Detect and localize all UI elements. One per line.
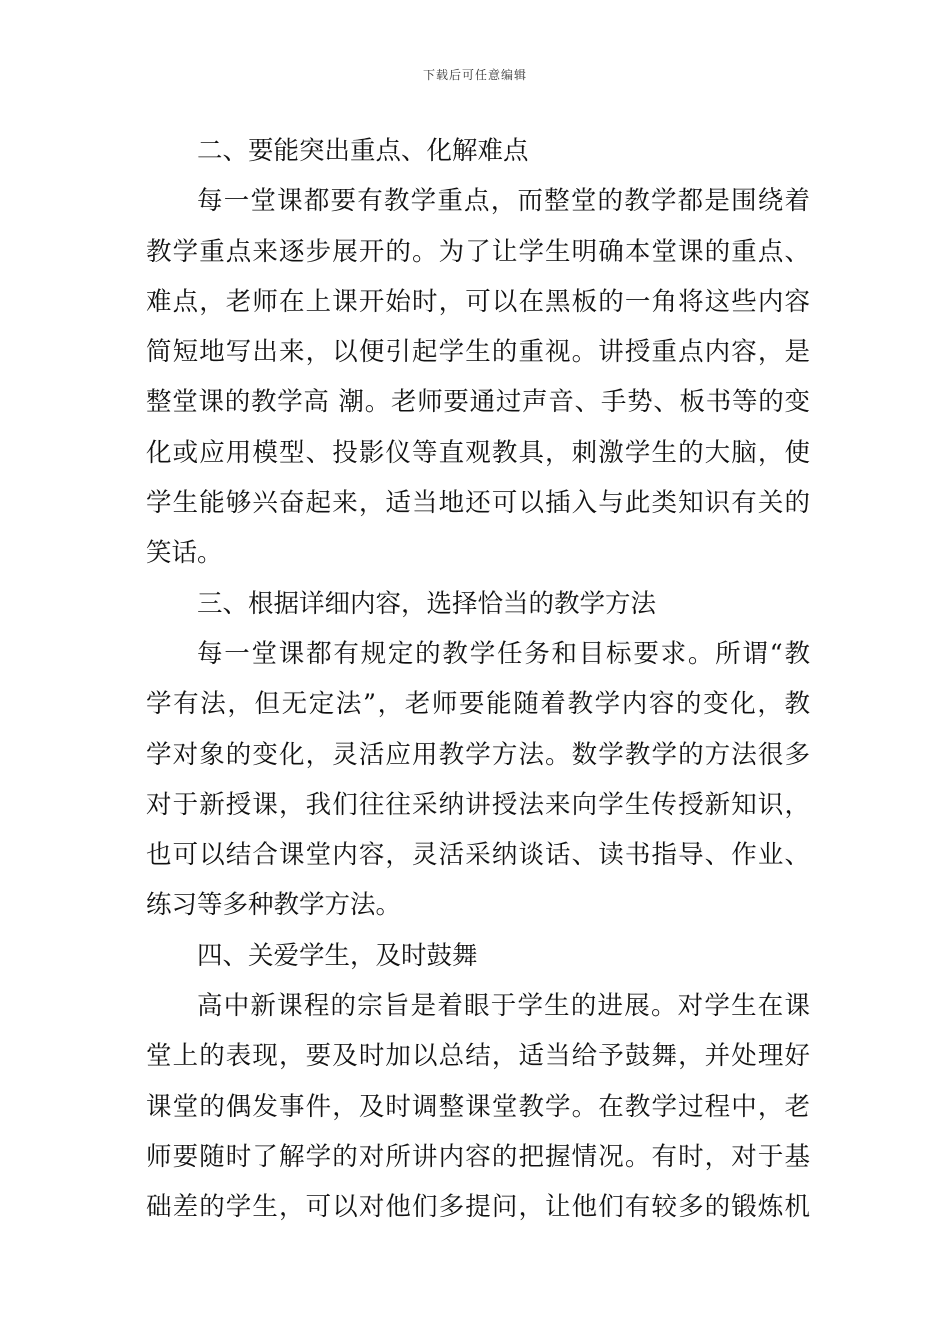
paragraph-line: 堂上的表现，要及时加以总结，适当给予鼓舞，并处理好 — [146, 1041, 810, 1072]
paragraph-first-line: 每一堂课都要有教学重点，而整堂的教学都是围绕着 — [197, 186, 810, 217]
paragraph-line: 也可以结合课堂内容，灵活采纳谈话、读书指导、作业、 — [146, 840, 810, 871]
paragraph-line: 师要随时了解学的对所讲内容的把握情况。有时，对于基 — [146, 1141, 810, 1172]
paragraph-line: 对于新授课，我们往往采纳讲授法来向学生传授新知识， — [146, 789, 810, 820]
paragraph-first-line: 每一堂课都有规定的教学任务和目标要求。所谓“教 — [197, 638, 810, 669]
paragraph-first-line: 三、根据详细内容，选择恰当的教学方法 — [197, 588, 657, 619]
paragraph-line: 化或应用模型、投影仪等直观教具，刺激学生的大脑，使 — [146, 437, 810, 468]
paragraph-line: 学生能够兴奋起来，适当地还可以插入与此类知识有关的 — [146, 488, 810, 519]
document-body — [146, 126, 810, 1233]
page-header-note: 下载后可任意编辑 — [422, 68, 527, 82]
paragraph-line: 础差的学生，可以对他们多提问，让他们有较多的锻炼机 — [146, 1192, 810, 1223]
paragraph-line: 整堂课的教学高 潮。老师要通过声音、手势、板书等的变 — [146, 387, 810, 418]
paragraph-line: 笑话。 — [146, 538, 223, 569]
paragraph-line: 课堂的偶发事件，及时调整课堂教学。在教学过程中，老 — [146, 1091, 810, 1122]
paragraph-line: 难点，老师在上课开始时，可以在黑板的一角将这些内容 — [146, 286, 810, 317]
paragraph-line: 教学重点来逐步展开的。为了让学生明确本堂课的重点、 — [146, 236, 810, 267]
paragraph-first-line: 二、要能突出重点、化解难点 — [197, 136, 529, 166]
paragraph-first-line: 高中新课程的宗旨是着眼于学生的进展。对学生在课 — [197, 991, 810, 1022]
paragraph-line: 练习等多种教学方法。 — [146, 890, 402, 921]
paragraph-line: 学对象的变化，灵活应用教学方法。数学教学的方法很多 — [146, 739, 810, 770]
paragraph-line: 学有法，但无定法”，老师要能随着教学内容的变化，教 — [146, 689, 810, 720]
paragraph-line: 简短地写出来，以便引起学生的重视。讲授重点内容，是 — [146, 337, 810, 368]
paragraph-first-line: 四、关爱学生，及时鼓舞 — [197, 940, 478, 971]
